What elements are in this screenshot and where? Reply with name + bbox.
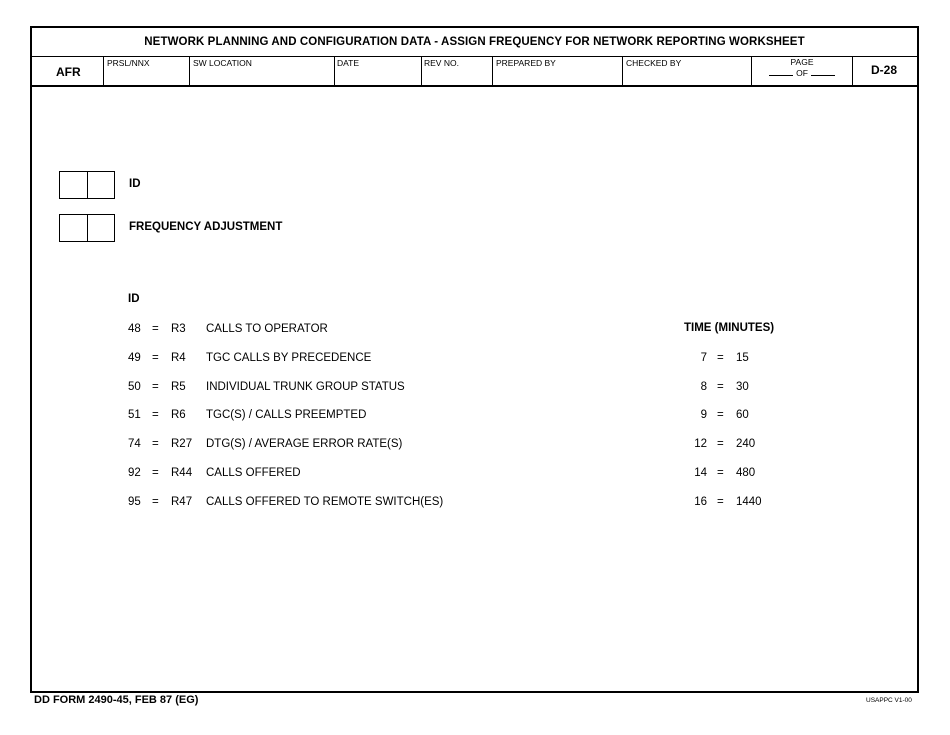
row-id: 95 <box>128 496 141 508</box>
row-id: 51 <box>128 409 141 421</box>
id-input-boxes[interactable] <box>59 171 115 199</box>
cell-divider <box>103 57 104 85</box>
prsl-nnx-field[interactable]: PRSL/NNX <box>107 58 150 68</box>
time-minutes: 30 <box>736 381 749 393</box>
time-minutes: 240 <box>736 438 756 450</box>
row-code: R3 <box>171 323 186 335</box>
sw-location-field[interactable]: SW LOCATION <box>193 58 252 68</box>
time-equals: = <box>717 467 724 479</box>
time-minutes: 60 <box>736 409 749 421</box>
time-code: 14 <box>694 467 707 479</box>
row-equals: = <box>152 496 159 508</box>
prepared-by-field[interactable]: PREPARED BY <box>496 58 556 68</box>
id-label: ID <box>129 178 141 190</box>
header-bottom-rule <box>32 85 917 87</box>
row-description: CALLS OFFERED <box>206 467 301 479</box>
page-field[interactable] <box>752 57 852 78</box>
row-code: R6 <box>171 409 186 421</box>
time-equals: = <box>717 381 724 393</box>
date-field[interactable]: DATE <box>337 58 360 68</box>
cell-divider <box>334 57 335 85</box>
time-equals: = <box>717 409 724 421</box>
form-identifier: DD FORM 2490-45, FEB 87 (EG) <box>34 694 199 706</box>
list-id-header: ID <box>128 293 140 305</box>
row-equals: = <box>152 438 159 450</box>
row-description: INDIVIDUAL TRUNK GROUP STATUS <box>206 381 405 393</box>
row-description: TGC CALLS BY PRECEDENCE <box>206 352 372 364</box>
time-code: 8 <box>700 381 707 393</box>
rev-no-field[interactable]: REV NO. <box>424 58 459 68</box>
cell-divider <box>492 57 493 85</box>
row-description: TGC(S) / CALLS PREEMPTED <box>206 409 367 421</box>
time-minutes-header: TIME (MINUTES) <box>684 322 775 334</box>
row-id: 49 <box>128 352 141 364</box>
row-description: DTG(S) / AVERAGE ERROR RATE(S) <box>206 438 403 450</box>
row-code: R5 <box>171 381 186 393</box>
form-number: D-28 <box>871 63 898 77</box>
row-description: CALLS OFFERED TO REMOTE SWITCH(ES) <box>206 496 444 508</box>
version-label: USAPPC V1-00 <box>866 697 912 704</box>
checked-by-field[interactable]: CHECKED BY <box>626 58 682 68</box>
time-code: 12 <box>694 438 707 450</box>
cell-divider <box>622 57 623 85</box>
time-minutes: 480 <box>736 467 756 479</box>
time-code: 16 <box>694 496 707 508</box>
row-description: CALLS TO OPERATOR <box>206 323 328 335</box>
cell-divider <box>852 57 853 85</box>
row-code: R27 <box>171 438 193 450</box>
time-minutes: 1440 <box>736 496 762 508</box>
frequency-input-boxes[interactable] <box>59 214 115 242</box>
row-code: R47 <box>171 496 193 508</box>
row-equals: = <box>152 381 159 393</box>
form-frame <box>30 26 919 693</box>
row-id: 92 <box>128 467 141 479</box>
afr-label: AFR <box>56 65 81 79</box>
frequency-adjustment-label: FREQUENCY ADJUSTMENT <box>129 221 283 233</box>
time-minutes: 15 <box>736 352 749 364</box>
page-label: PAGE <box>790 57 814 67</box>
cell-divider <box>421 57 422 85</box>
form-title: NETWORK PLANNING AND CONFIGURATION DATA - ASSIGN FREQUENCY FOR NETWORK REPORTING WORKSHEET <box>144 36 805 48</box>
time-equals: = <box>717 438 724 450</box>
row-code: R4 <box>171 352 186 364</box>
row-id: 74 <box>128 438 141 450</box>
time-code: 9 <box>700 409 707 421</box>
cell-divider <box>189 57 190 85</box>
time-equals: = <box>717 352 724 364</box>
time-code: 7 <box>700 352 707 364</box>
row-id: 48 <box>128 323 141 335</box>
row-equals: = <box>152 467 159 479</box>
of-label: OF <box>796 68 808 78</box>
row-equals: = <box>152 323 159 335</box>
row-code: R44 <box>171 467 193 479</box>
time-equals: = <box>717 496 724 508</box>
row-id: 50 <box>128 381 141 393</box>
row-equals: = <box>152 409 159 421</box>
row-equals: = <box>152 352 159 364</box>
